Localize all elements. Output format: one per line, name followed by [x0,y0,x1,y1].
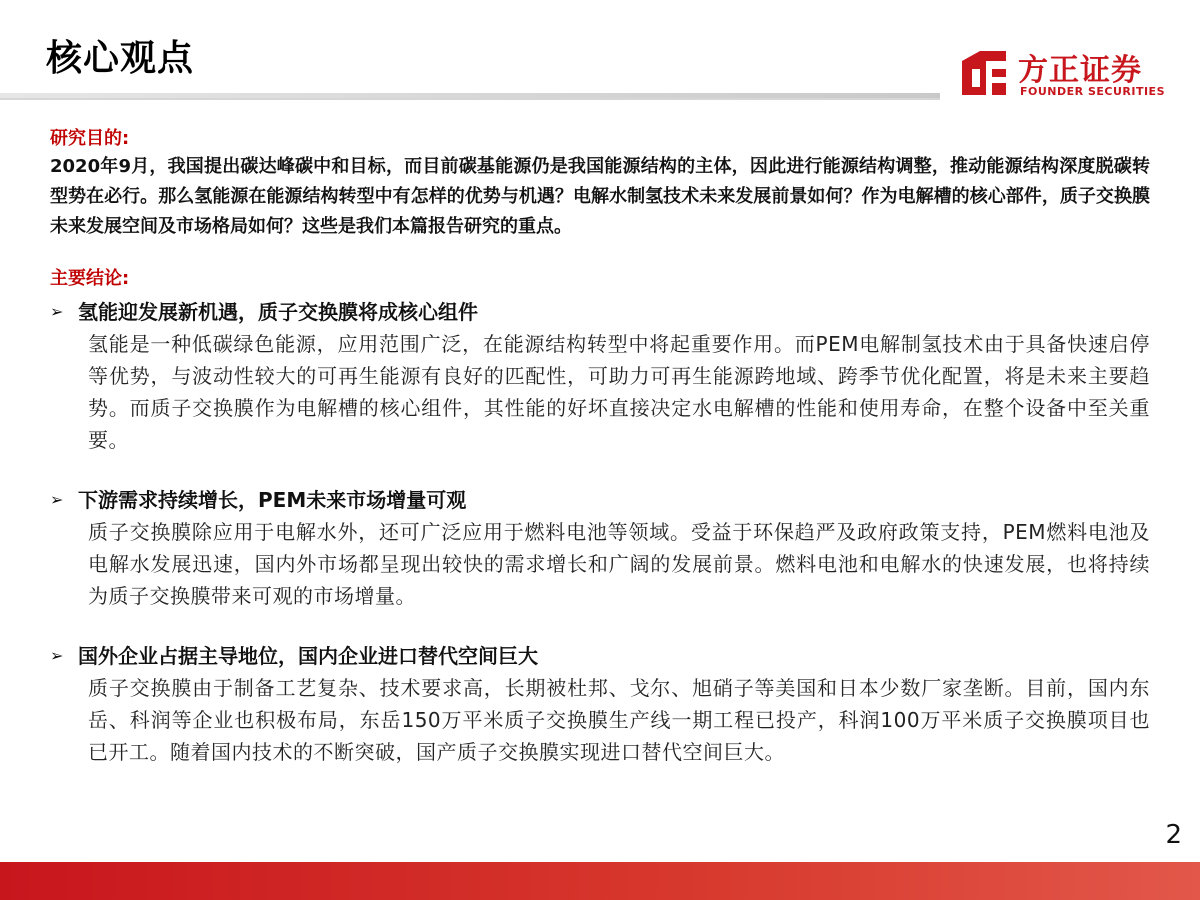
conclusion-body: 质子交换膜除应用于电解水外，还可广泛应用于燃料电池等领域。受益于环保趋严及政府政策支持，PEM燃料电池及电解水发展迅速，国内外市场都呈现出较快的需求增长和广阔的发展前景。燃料电池和电解水的快速发展，也将持续为质子交换膜带来可观的市场增量。 [88,520,1150,608]
conclusion-title: 氢能迎发展新机遇，质子交换膜将成核心组件 [78,300,478,324]
main-content [50,126,1150,768]
footer-bar [0,862,1200,900]
research-purpose-label: 研究目的: [50,128,130,149]
company-logo [958,45,1168,101]
conclusion-body: 质子交换膜由于制备工艺复杂、技术要求高，长期被杜邦、戈尔、旭硝子等美国和日本少数厂家垄断。目前，国内东岳、科润等企业也积极布局，东岳150万平米质子交换膜生产线一期工程已投产，科润100万平米质子交换膜项目也已开工。随着国内技术的不断突破，国产质子交换膜实现进口替代空间巨大。 [88,676,1150,764]
header-divider-shadow [0,98,940,100]
chevron-right-icon: ➢ [50,646,64,665]
conclusion-title: 下游需求持续增长，PEM未来市场增量可观 [78,488,467,512]
chevron-right-icon: ➢ [50,490,64,509]
research-purpose-text: 2020年9月，我国提出碳达峰碳中和目标，而目前碳基能源仍是我国能源结构的主体，因此进行能源结构调整，推动能源结构深度脱碳转型势在必行。那么氢能源在能源结构转型中有怎样的优势与机遇？电解水制氢技术未来发展前景如何？作为电解槽的核心部件，质子交换膜未来发展空间及市场格局如何？这些是我们本篇报告研究的重点。 [50,156,1150,237]
page-title: 核心观点 [46,38,195,79]
page-number: 2 [1165,820,1182,850]
conclusion-item [50,484,1150,612]
logo-chinese-name: 方正证券 [1018,53,1142,88]
logo-english-name: FOUNDER SECURITIES [1020,85,1165,98]
founder-logo-icon [958,47,1010,99]
conclusion-item [50,296,1150,456]
conclusions-label: 主要结论: [50,268,130,289]
chevron-right-icon: ➢ [50,302,64,321]
conclusion-title: 国外企业占据主导地位，国内企业进口替代空间巨大 [78,644,538,668]
conclusion-body: 氢能是一种低碳绿色能源，应用范围广泛，在能源结构转型中将起重要作用。而PEM电解制氢技术由于具备快速启停等优势，与波动性较大的可再生能源有良好的匹配性，可助力可再生能源跨地域、跨季节优化配置，将是未来主要趋势。而质子交换膜作为电解槽的核心组件，其性能的好坏直接决定水电解槽的性能和使用寿命，在整个设备中至关重要。 [88,332,1150,452]
conclusion-item [50,640,1150,768]
